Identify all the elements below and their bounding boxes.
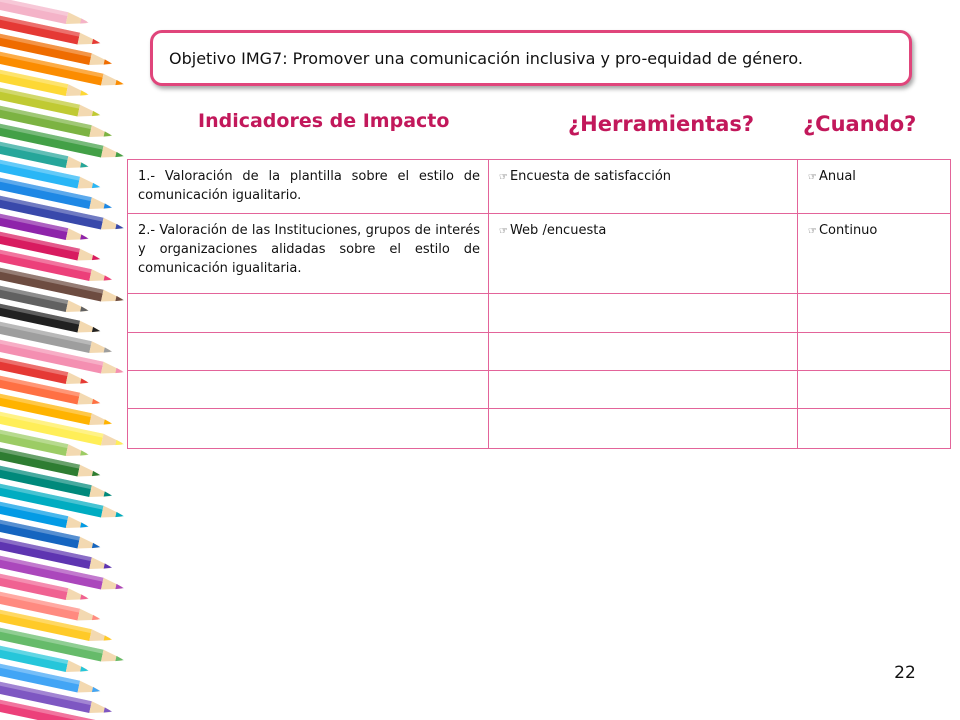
table-row xyxy=(128,409,951,449)
empty-cell xyxy=(798,371,951,409)
pointing-hand-icon: ☞ xyxy=(808,172,817,183)
indicator-cell: 1.- Valoración de la plantilla sobre el estilo de comunicación igualitario. xyxy=(128,160,489,214)
when-cell xyxy=(798,160,951,214)
objective-text: Objetivo IMG7: Promover una comunicación inclusiva y pro-equidad de género. xyxy=(169,48,803,68)
when-cell xyxy=(798,214,951,294)
table-row xyxy=(128,333,951,371)
pointing-hand-icon: ☞ xyxy=(499,226,508,237)
heading-herramientas: ¿Herramientas? xyxy=(568,112,755,136)
empty-cell xyxy=(128,409,489,449)
table-row xyxy=(128,214,951,294)
page-number: 22 xyxy=(876,656,934,690)
colored-pencils-decoration xyxy=(0,0,135,720)
empty-cell xyxy=(798,294,951,333)
empty-cell xyxy=(128,333,489,371)
empty-cell xyxy=(489,371,798,409)
when-text: Continuo xyxy=(818,223,878,238)
table-row xyxy=(128,371,951,409)
pointing-hand-icon: ☞ xyxy=(808,226,817,237)
tool-text: Encuesta de satisfacción xyxy=(509,169,672,184)
pointing-hand-icon: ☞ xyxy=(499,172,508,183)
empty-cell xyxy=(798,333,951,371)
heading-indicadores: Indicadores de Impacto xyxy=(198,110,450,132)
heading-cuando: ¿Cuando? xyxy=(803,112,917,136)
indicator-cell: 2.- Valoración de las Instituciones, grupos de interés y organizaciones alidadas sobre el estilo de comunicación igualitaria. xyxy=(128,214,489,294)
tool-text: Web /encuesta xyxy=(509,223,607,238)
table-row xyxy=(128,294,951,333)
empty-cell xyxy=(489,333,798,371)
indicators-table xyxy=(127,159,951,449)
empty-cell xyxy=(489,409,798,449)
empty-cell xyxy=(489,294,798,333)
objective-box xyxy=(150,30,912,86)
table-row xyxy=(128,160,951,214)
tool-cell xyxy=(489,160,798,214)
empty-cell xyxy=(128,371,489,409)
empty-cell xyxy=(128,294,489,333)
tool-cell xyxy=(489,214,798,294)
empty-cell xyxy=(798,409,951,449)
when-text: Anual xyxy=(818,169,856,184)
